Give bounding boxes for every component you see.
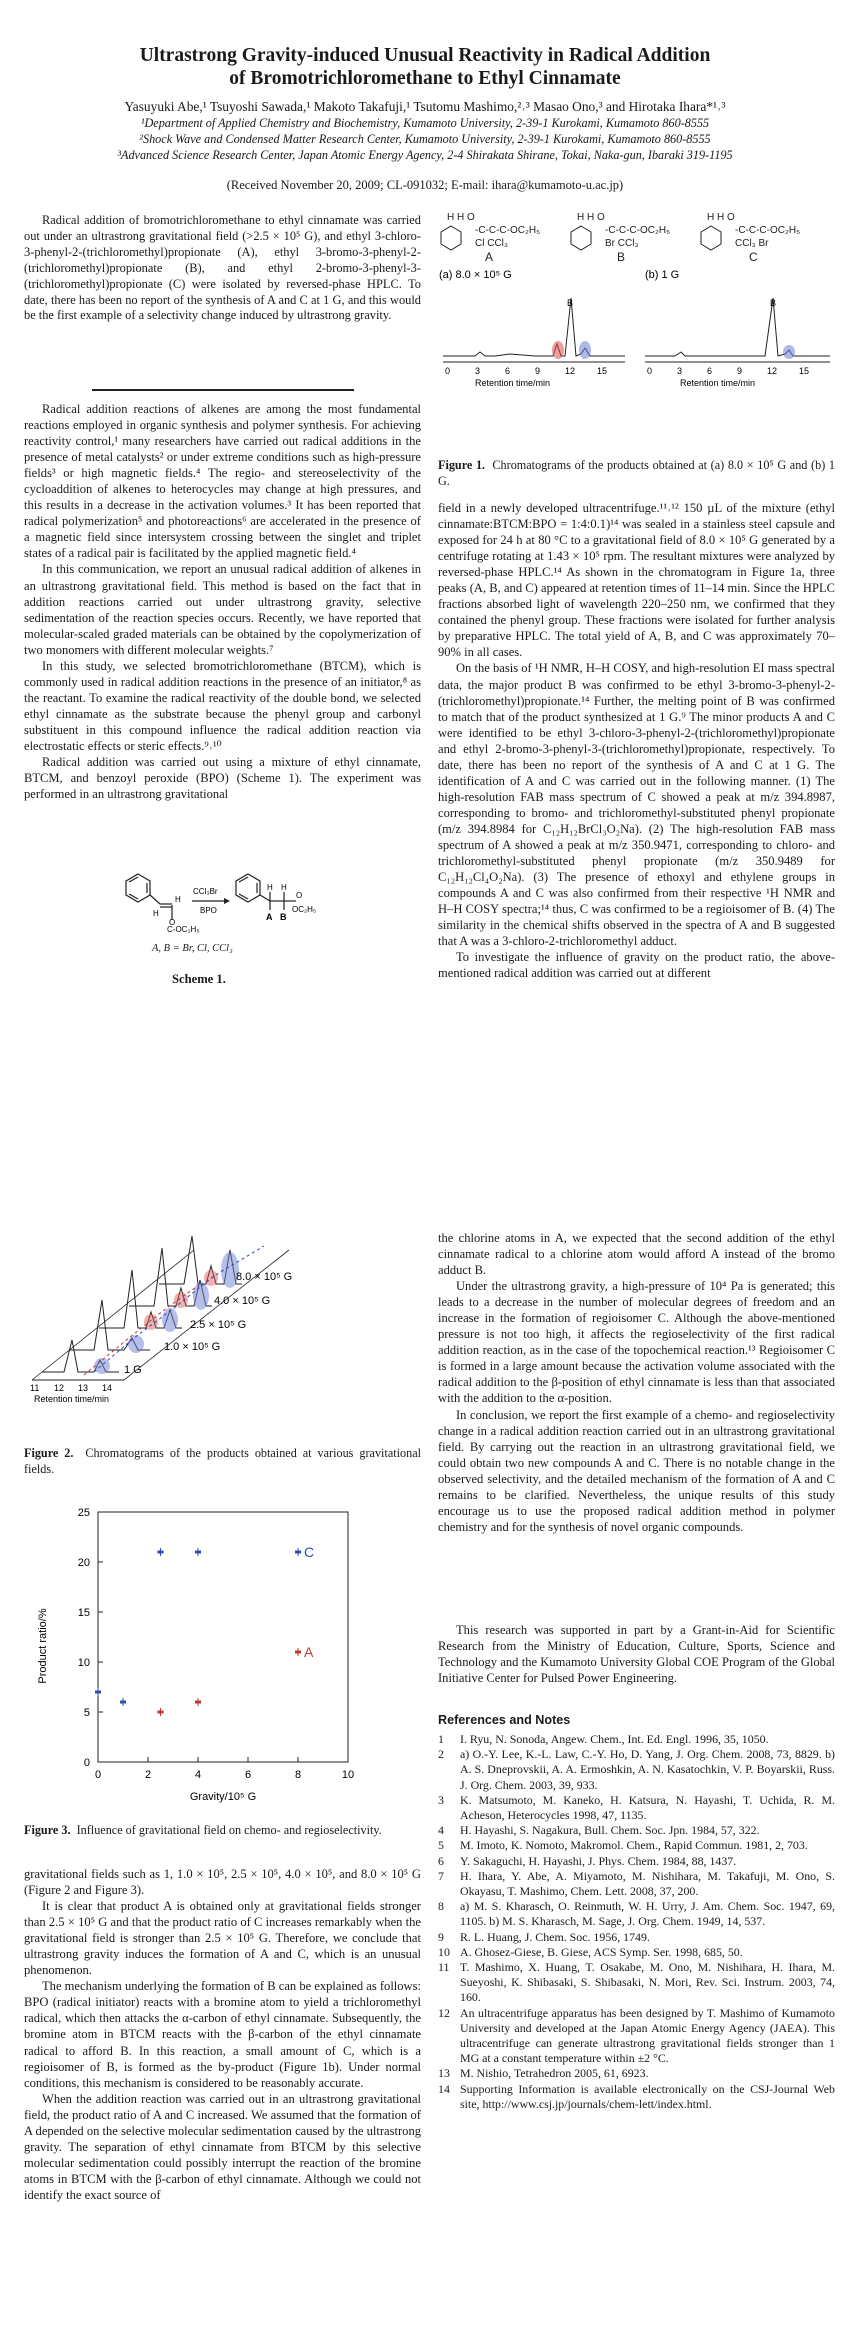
paragraph: In conclusion, we report the first example of a chemo- and regioselectivity change in a radical addition reaction carried out in an ultrastrong gravitational field. By carrying out the reaction in an ultrastrong gravitational field, we could obtain two new compounds A and C. There is no notable change in the observed selectivity, and the detailed mechanism of the formation of A and C remains to be clarified. Nevertheless, the unique results of this study encourage us to use the proposed radical addition method in polymer chemistry and for the synthesis of novel organic compounds. [438, 1407, 835, 1534]
reference-item [438, 2082, 835, 2112]
data-point-a [195, 1701, 201, 1704]
paper-title-line-1: Ultrastrong Gravity-induced Unusual Reactivity in Radical Addition [139, 45, 711, 66]
figure-3-caption-text: Influence of gravitational field on chemo- and regioselectivity. [76, 1823, 382, 1837]
reference-number: 5 [438, 1838, 444, 1853]
scheme-reagent-bottom: BPO [200, 906, 217, 915]
y-tick-label: 5 [83, 1707, 90, 1719]
reference-text[interactable]: H. Hayashi, S. Nagakura, Bull. Chem. Soc. Jpn. 1984, 57, 322. [460, 1823, 760, 1838]
reference-item [438, 1747, 835, 1793]
affiliation-3: ³Advanced Science Research Center, Japan Atomic Energy Agency, 2-4 Shirakata Shirane, Tokai, Naka-gun, Ibaraki 319-1195 [117, 148, 733, 162]
fig1-tick: 6 [505, 366, 511, 376]
svg-text:-C-C-C-OC₂H₅: -C-C-C-OC₂H₅ [605, 225, 671, 236]
paragraph: Under the ultrastrong gravity, a high-pressure of 10⁴ Pa is generated; this leads to a decrease in the number of molecular degrees of freedom and an increase in the formation of regioisomer C. Although the above-mentioned pressure is not too high, it affects the regioselectivity of the first radical addition reaction, as in the case of the topochemical reaction.¹³ Regioisomer C is formed in a large amount because the activation volume associated with the radical addition to the β-position of ethyl cinnamate is less than that associated with the addition to the α-position. [438, 1279, 835, 1406]
product-benzene-icon [236, 874, 296, 910]
reference-number: 1 [438, 1732, 444, 1746]
left-column-body-1 [24, 401, 421, 802]
fig2-label-2.5e5: 2.5 × 10⁵ G [190, 1319, 247, 1331]
paragraph: the chlorine atoms in A, we expected that the second addition of the ethyl cinnamate radical to a chlorine atom would afford A instead of the bromo adduct B. [438, 1231, 835, 1278]
reference-text[interactable]: Y. Sakaguchi, H. Hayashi, J. Phys. Chem. 1984, 88, 1437. [460, 1853, 737, 1868]
figure-3-caption-label: Figure 3. [24, 1823, 71, 1837]
x-tick-label: 0 [94, 1769, 102, 1781]
reference-text[interactable]: a) O.-Y. Lee, K.-L. Law, C.-Y. Ho, D. Yang, J. Org. Chem. 2008, 73, 8829. b) A. S. Dneprovskii, A. A. Ermoshkin, A. N. Kasatochkin, V. P. Boyarskii, Russ. J. Org. Chem. 2003, 39, 933. [460, 1747, 835, 1792]
svg-text:O: O [169, 918, 176, 927]
fig2-tick: 14 [102, 1383, 113, 1393]
fig2-tick: 11 [30, 1383, 40, 1393]
svg-text:H: H [281, 883, 287, 892]
reference-number: 4 [438, 1823, 444, 1838]
figure-1-panel-b: (b) 1 G [645, 269, 680, 281]
reference-item [438, 2066, 835, 2081]
y-tick-label: 10 [77, 1657, 90, 1669]
svg-text:A: A [266, 912, 273, 922]
chromatogram-a-trace [443, 298, 625, 356]
reference-item [438, 1838, 835, 1853]
compound-a-label: A [485, 250, 494, 264]
reference-number: 6 [438, 1853, 444, 1868]
reference-text[interactable]: Supporting Information is available electronically on the CSJ-Journal Web site, http://www.csj.jp/journals/chem-lett/index.html. [460, 2081, 835, 2111]
abstract-text: Radical addition of bromotrichloromethane to ethyl cinnamate was carried out under an ultrastrong gravitational field (>2.5 × 10⁵ G), and ethyl 3-chloro-3-phenyl-2-(trichloromethyl)propionate (A), ethyl 3-bromo-3-phenyl-2-(trichloromethyl)propionate (B), and ethyl 2-bromo-3-phenyl-3-(trichloromethyl)propionate (C) were isolated by reversed-phase HPLC. To date, there has been no report of the synthesis of A and C at 1 G, and this would be the first example of a selectivity change induced by ultrastrong gravity. [24, 213, 421, 323]
reference-item [438, 1732, 835, 1747]
reference-text[interactable]: An ultracentrifuge apparatus has been designed by T. Mashimo of Kumamoto University and developed at the Japan Atomic Energy Agency (JAEA). This ultracentrifuge can generate ultrastrong gravitational fields stronger than 1 MG at a constant temperature within ±2 °C. [460, 2005, 835, 2066]
reference-item [438, 1869, 835, 1899]
reference-item [438, 1854, 835, 1869]
reference-number: 3 [438, 1792, 444, 1807]
reference-number: 12 [438, 2005, 450, 2020]
paragraph: The mechanism underlying the formation of B can be explained as follows: BPO (radical initiator) reacts with a bromine atom to yield a trichloromethyl radical, which then attacks the α-carbon of ethyl cinnamate. Subsequently, the bromine atom in BTCM reacts with the β-carbon of the ethyl cinnamate radical to afford B. In this reaction, a small amount of C, which is a regioisomer of B, is formed as the by-product (Figure 1b). Under normal conditions, this mechanism is considered to be reasonably accurate. [24, 1979, 421, 2090]
references-title: References and Notes [438, 1713, 571, 1727]
fig2-label-8e5: 8.0 × 10⁵ G [236, 1271, 293, 1283]
svg-text:OC₂H₅: OC₂H₅ [292, 905, 317, 914]
compound-a-groups: Cl CCl₃ [475, 238, 508, 249]
acknowledgment [438, 1622, 835, 1686]
data-point-c [295, 1551, 301, 1554]
x-tick-label: 10 [341, 1769, 355, 1781]
references-list [438, 1732, 835, 2112]
figure-2-caption-label: Figure 2. [24, 1446, 74, 1460]
reference-item [438, 1945, 835, 1960]
fig1-tick: 12 [565, 366, 576, 376]
paragraph: When the addition reaction was carried out in an ultrastrong gravitational field, the product ratio of A and C increased. We assumed that the formation of A depended on the selective molecular sedimentation caused by the ultrastrong gravity. The separation of ethyl cinnamate from BTCM by this selective molecular sedimentation could possibly interrupt the reaction of the bromine atoms in BTCM with the β-carbon of ethyl cinnamate. Although we could not identify the exact source of [24, 2091, 421, 2202]
paragraph: Radical addition was carried out using a mixture of ethyl cinnamate, BTCM, and benzoyl peroxide (BPO) (Scheme 1). The experiment was performed in an ultrastrong gravitational [24, 755, 421, 802]
affiliation-1: ¹Department of Applied Chemistry and Biochemistry, Kumamoto University, 2-39-1 Kurokami, Kumamoto 860-8555 [140, 116, 710, 130]
svg-text:H: H [153, 909, 159, 918]
peak-a-highlight [552, 341, 564, 359]
figure-1-chromatograms [435, 206, 840, 418]
reference-item [438, 1823, 835, 1838]
figure-2-caption-text: Chromatograms of the products obtained at various gravitational fields. [24, 1446, 421, 1476]
figure-3-scatter-chart [24, 1496, 364, 1816]
reference-number: 10 [438, 1944, 450, 1959]
svg-text:-C-C-C-OC₂H₅: -C-C-C-OC₂H₅ [735, 225, 801, 236]
fig1-tick: 3 [677, 366, 683, 376]
paragraph: field in a newly developed ultracentrifuge.¹¹˒¹² 150 µL of the mixture (ethyl cinnamate:BTCM:BPO = 1:4:0.1)¹⁴ was sealed in a stainless steel capsule and exposed for 24 h at 80 °C to a gravitational field of 8.0 × 10⁵ G generated by a centrifuge rotating at 1.43 × 10⁵ rpm. The resultant mixtures were analyzed by reversed-phase HPLC.¹⁴ As shown in the chromatogram in Figure 1a, three peaks (A, B, and C) appeared at retention times of 11–14 min. Since the HPLC fractions absorbed light of wavelength 220–250 nm, we confirmed that they contained the phenyl group. These fractions were isolated for further analysis by preparative HPLC. The total yield of A, B, and C was approximately 70–90% in all cases. [438, 501, 835, 660]
reference-number: 9 [438, 1929, 444, 1944]
scheme-substituents: A, B = Br, Cl, CCl₃ [152, 943, 233, 954]
reference-item [438, 1960, 835, 2006]
series-label-a: A [304, 1644, 314, 1660]
svg-text:H: H [175, 895, 181, 904]
peak-c-highlight-b [783, 345, 795, 359]
chromatogram-b-trace [645, 298, 830, 356]
fig1-xlabel: Retention time/min [475, 378, 551, 388]
reference-text[interactable]: A. Ghosez-Giese, B. Giese, ACS Symp. Ser. 1998, 685, 50. [460, 1944, 743, 1959]
benzene-ring-icon [126, 874, 172, 920]
abstract-divider [92, 389, 354, 391]
figure-1-caption-text: Chromatograms of the products obtained at (a) 8.0 × 10⁵ G and (b) 1 G. [438, 458, 836, 488]
data-point-a [158, 1711, 164, 1714]
acknowledgment-text: This research was supported in part by a Grant-in-Aid for Scientific Research from the Ministry of Education, Culture, Sports, Science and Technology and the Kumamoto University Global COE Program of the Global Initiative Center for Pulsed Power Engineering. [438, 1623, 835, 1686]
fig1-tick: 9 [535, 366, 541, 376]
fig1-tick: 0 [445, 366, 451, 376]
x-tick-label: 8 [294, 1769, 302, 1781]
peak-c-highlight [579, 341, 591, 359]
fig2-tick: 13 [78, 1383, 89, 1393]
data-point-c [158, 1551, 164, 1554]
fig1-tick: 6 [707, 366, 713, 376]
fig3-xlabel: Gravity/10⁵ G [189, 1791, 257, 1803]
paragraph: In this communication, we report an unusual radical addition of alkenes in an ultrastrong gravitational field. This method is based on the fact that in addition reactions carried out under ultrastrong gravity, selective sedimentation of the reaction species occurs. Recently, we have reported that molecular-scaled graded materials can be obtained by the copolymerization of two monomers with different molecular weights.⁷ [24, 562, 421, 657]
author-list: Yasuyuki Abe,¹ Tsuyoshi Sawada,¹ Makoto Takafuji,¹ Tsutomu Mashimo,²˒³ Masao Ono,³ and Hirotaka Ihara*¹˒³ [124, 99, 726, 114]
fig1-tick: 0 [647, 366, 653, 376]
paragraph: In this study, we selected bromotrichloromethane (BTCM), which is commonly used in radical addition reactions in the presence of an initiator,⁸ as the reactant. To examine the radical reactivity of the double bond, we selected ethyl cinnamate as the substrate because the phenyl group and carbonyl substituent in this compound influence the radical addition reaction via electrostatic effects or steric effects.⁹˒¹⁰ [24, 658, 421, 753]
reference-text[interactable]: K. Matsumoto, M. Kaneko, H. Katsura, N. Hayashi, T. Uchida, R. M. Acheson, Heterocycles 1998, 47, 1135. [460, 1792, 835, 1823]
abstract [24, 213, 421, 324]
fig1-tick: 15 [799, 366, 810, 376]
svg-text:O: O [296, 891, 303, 900]
svg-text:C-OC₂H₅: C-OC₂H₅ [167, 925, 200, 934]
paragraph: It is clear that product A is obtained only at gravitational fields stronger than 2.5 × 10⁵ G and that the product ratio of C increases remarkably when the gravitational field is stronger than 2.5 × 10⁵ G. Therefore, we conclude that ultrastrong gravity induces the formation of A and C, which is an unusual phenomenon. [24, 1899, 421, 1978]
reference-number: 2 [438, 1747, 444, 1762]
paragraph: On the basis of ¹H NMR, H–H COSY, and high-resolution EI mass spectral data, the major product B was confirmed to be ethyl 3-bromo-3-phenyl-2-(trichloromethyl)propionate.¹⁴ Further, the melting point of B was confirmed to match that of the product synthesized at 1 G.⁹ The minor products A and C were identified to be ethyl 3-chloro-3-phenyl-2-(trichloromethyl)propionate and ethyl 2-bromo-3-phenyl-3-(trichloromethyl)propionate, respectively. To date, there has been no report of the synthesis of A and C at 1 G. The identification of A and C was carried out in the following manner. (1) The high-resolution FAB mass spectrum of C showed a peak at m/z 394.8987, corresponding to bromo- and trichloromethyl-substituted phenyl propionate (m/z 394.8984 for C₁₂H₁₂BrCl₃O₂Na). (2) The high-resolution FAB mass spectrum of A showed a peak at m/z 350.9471, corresponding to chloro- and trichloromethyl-substituted phenyl propionate (m/z 350.9489 for C₁₂H₁₂Cl₄O₂Na). (3) The presence of ethoxyl and ethylene groups in compounds A and C was also confirmed from their respective ¹H NMR and H–H COSY spectra;¹⁴ thus, C was confirmed to be a regioisomer of B. (4) The similarity in the chemical shifts observed in the spectra of A and B suggested that A was a 3-chloro-2-trichloromethyl adduct. [438, 661, 835, 949]
y-tick-label: 0 [83, 1757, 90, 1769]
reference-number: 13 [438, 2066, 450, 2081]
paragraph: Radical addition reactions of alkenes are among the most fundamental reactions employed in organic synthesis and polymer synthesis. For achieving reactivity control,¹ many researchers have carried out radical additions in the presence of metal catalysts² or under extreme conditions such as high-pressure fields³ or high magnetic fields.⁴ The regio- and stereoselectivity of the cycloaddition of alkenes to heterocycles may change at high pressures, and this results in a decrease in the activation volumes.³ It has been reported that radical polymerization⁵ and photoreactions⁶ are accelerated in the presence of a magnetic field since intersystem crossing between the singlet and triplet states of a radical pair is facilitated by the applied magnetic field.⁴ [24, 402, 421, 561]
right-column-body-1 [438, 500, 835, 981]
data-point-a [295, 1651, 301, 1654]
fig2-xlabel: Retention time/min [34, 1394, 110, 1404]
fig2-tick: 12 [54, 1383, 65, 1393]
reference-item [438, 1899, 835, 1929]
svg-text:B: B [770, 298, 777, 308]
reference-number: 7 [438, 1868, 444, 1883]
figure-3-caption [24, 1823, 421, 1839]
reference-text[interactable]: H. Ihara, Y. Abe, A. Miyamoto, M. Nishihara, M. Takafuji, M. Ono, S. Okayasu, T. Mashimo, Chem. Lett. 2008, 37, 200. [460, 1868, 835, 1899]
compound-b-groups: Br CCl₃ [605, 238, 639, 249]
right-column-body-2 [438, 1230, 835, 1535]
fig1-tick: 3 [475, 366, 481, 376]
y-tick-label: 15 [77, 1607, 90, 1619]
reference-number: 14 [438, 2081, 450, 2096]
reference-item [438, 2006, 835, 2067]
paragraph: To investigate the influence of gravity on the product ratio, the above-mentioned radical addition was carried out at different [438, 950, 835, 981]
scheme-1-reaction [120, 868, 330, 952]
reference-text[interactable]: I. Ryu, N. Sonoda, Angew. Chem., Int. Ed. Engl. 1996, 35, 1050. [460, 1732, 769, 1746]
x-tick-label: 4 [194, 1769, 202, 1781]
received-line: (Received November 20, 2009; CL-091032; E-mail: ihara@kumamoto-u.ac.jp) [226, 178, 624, 192]
scheme-reagent-top: CCl₃Br [193, 887, 218, 896]
compound-c-groups: CCl₃ Br [735, 238, 769, 249]
figure-2-stacked-chromatograms [24, 1230, 324, 1405]
reference-text[interactable]: R. L. Huang, J. Chem. Soc. 1956, 1749. [460, 1929, 650, 1944]
data-point-c [195, 1551, 201, 1554]
svg-text:H: H [267, 883, 273, 892]
fig3-ylabel: Product ratio/% [37, 1608, 49, 1684]
fig1-xlabel: Retention time/min [680, 378, 756, 388]
data-point-c [95, 1691, 101, 1694]
reference-number: 11 [438, 1960, 450, 1975]
fig2-label-1e5: 1.0 × 10⁵ G [164, 1341, 221, 1353]
fig1-tick: 9 [737, 366, 743, 376]
figure-1-caption [438, 458, 835, 489]
reference-text[interactable]: M. Imoto, K. Nomoto, Makromol. Chem., Rapid Commun. 1981, 2, 703. [460, 1838, 808, 1853]
svg-text:B: B [280, 912, 287, 922]
figure-2-caption [24, 1446, 421, 1477]
y-tick-label: 25 [77, 1507, 90, 1519]
fig1-tick: 15 [597, 366, 608, 376]
data-point-c [120, 1701, 126, 1704]
reference-text[interactable]: a) M. S. Kharasch, O. Reinmuth, W. H. Urry, J. Am. Chem. Soc. 1947, 69, 1105. b) M. S. Kharasch, M. Sage, J. Org. Chem. 1949, 14, 537. [460, 1899, 835, 1929]
paper-title-line-2: of Bromotrichloromethane to Ethyl Cinnamate [229, 68, 621, 89]
compound-c-label: C [749, 250, 758, 264]
fig2-label-4e5: 4.0 × 10⁵ G [214, 1295, 271, 1307]
reference-number: 8 [438, 1899, 444, 1914]
svg-text:H H O: H H O [577, 212, 605, 223]
reference-item [438, 1930, 835, 1945]
fig2-label-1g: 1 G [124, 1364, 142, 1376]
affiliation-2: ²Shock Wave and Condensed Matter Research Center, Kumamoto University, 2-39-1 Kurokami, Kumamoto 860-8555 [139, 132, 711, 146]
series-label-c: C [304, 1544, 315, 1560]
reference-text[interactable]: M. Nishio, Tetrahedron 2005, 61, 6923. [460, 2066, 649, 2081]
figure-1-panel-a: (a) 8.0 × 10⁵ G [439, 269, 512, 281]
y-tick-label: 20 [77, 1557, 90, 1569]
paragraph: gravitational fields such as 1, 1.0 × 10⁵, 2.5 × 10⁵, 4.0 × 10⁵, and 8.0 × 10⁵ G (Figure 2 and Figure 3). [24, 1867, 421, 1898]
left-column-body-2 [24, 1866, 421, 2203]
reference-item [438, 1793, 835, 1823]
svg-text:H H O: H H O [707, 212, 735, 223]
arrow-head-icon [224, 898, 230, 904]
svg-text:-C-C-C-OC₂H₅: -C-C-C-OC₂H₅ [475, 225, 541, 236]
compound-a-top: H H O [447, 212, 475, 223]
scheme-1-label: Scheme 1. [172, 972, 226, 986]
compound-b-label: B [617, 250, 626, 264]
figure-1-caption-label: Figure 1. [438, 458, 486, 472]
x-tick-label: 2 [144, 1769, 152, 1781]
x-tick-label: 6 [244, 1769, 252, 1781]
reference-text[interactable]: T. Mashimo, X. Huang, T. Osakabe, M. Ono, M. Nishihara, H. Ihara, M. Sueyoshi, K. Shibasaki, S. Shibasaki, N. Mori, Rev. Sci. Instrum. 2003, 74, 160. [460, 1960, 835, 2005]
fig1-tick: 12 [767, 366, 778, 376]
svg-text:B: B [567, 298, 574, 308]
